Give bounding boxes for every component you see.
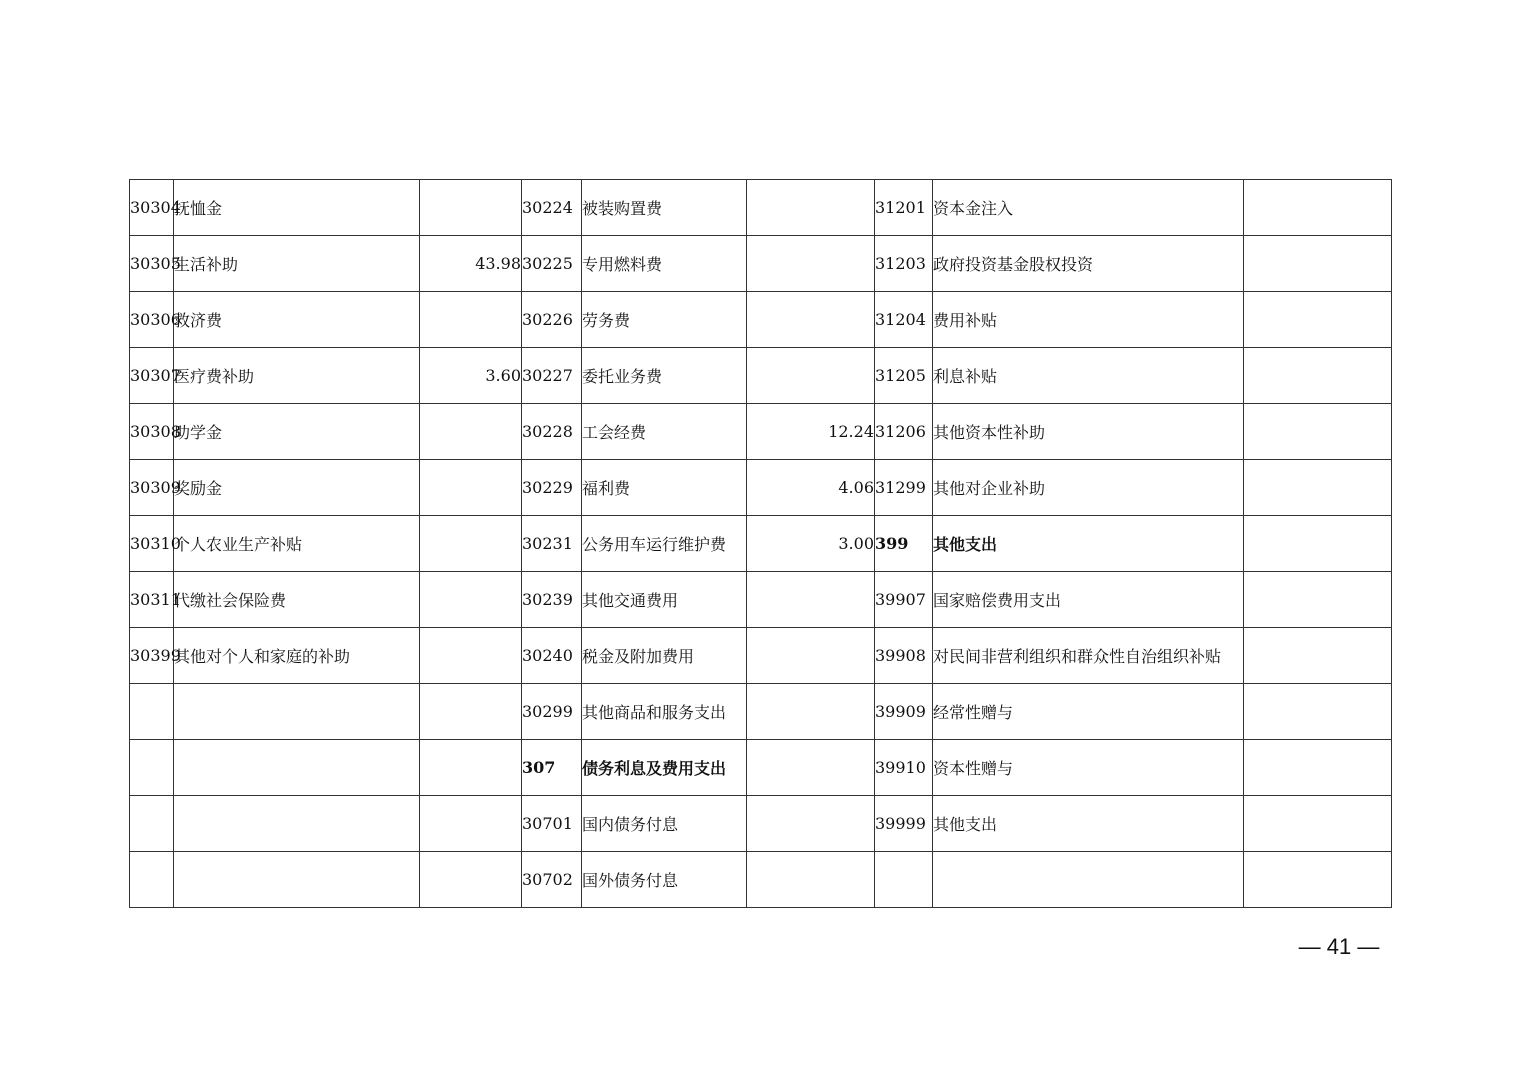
item-code-cell: 31204 — [875, 292, 933, 348]
amount-cell — [420, 180, 522, 236]
amount-cell — [1244, 404, 1392, 460]
amount-cell — [747, 236, 875, 292]
amount-cell — [1244, 852, 1392, 908]
item-code-cell: 399 — [875, 516, 933, 572]
amount-cell — [747, 684, 875, 740]
table-row — [130, 740, 1392, 796]
item-code-cell: 30239 — [522, 572, 582, 628]
amount-cell — [1244, 180, 1392, 236]
item-name-cell: 个人农业生产补贴 — [174, 516, 420, 572]
item-code-cell: 39908 — [875, 628, 933, 684]
item-name-cell — [933, 852, 1244, 908]
item-name-cell — [174, 740, 420, 796]
amount-cell — [1244, 796, 1392, 852]
item-code-cell: 30701 — [522, 796, 582, 852]
item-name-cell: 其他资本性补助 — [933, 404, 1244, 460]
item-name-cell: 国内债务付息 — [582, 796, 747, 852]
amount-cell — [420, 516, 522, 572]
amount-cell — [420, 796, 522, 852]
item-name-cell: 其他对个人和家庭的补助 — [174, 628, 420, 684]
item-code-cell: 30224 — [522, 180, 582, 236]
amount-cell — [420, 460, 522, 516]
item-code-cell: 30309 — [130, 460, 174, 516]
item-code-cell: 30225 — [522, 236, 582, 292]
table-row — [130, 236, 1392, 292]
amount-cell — [747, 348, 875, 404]
item-name-cell: 专用燃料费 — [582, 236, 747, 292]
item-name-cell: 资本金注入 — [933, 180, 1244, 236]
table-row — [130, 572, 1392, 628]
amount-cell — [1244, 628, 1392, 684]
table-row — [130, 180, 1392, 236]
item-name-cell: 抚恤金 — [174, 180, 420, 236]
item-name-cell: 资本性赠与 — [933, 740, 1244, 796]
amount-cell — [747, 572, 875, 628]
item-code-cell: 30229 — [522, 460, 582, 516]
amount-cell — [420, 684, 522, 740]
amount-cell — [1244, 516, 1392, 572]
item-name-cell: 医疗费补助 — [174, 348, 420, 404]
item-name-cell: 其他支出 — [933, 516, 1244, 572]
item-name-cell: 费用补贴 — [933, 292, 1244, 348]
amount-cell — [420, 404, 522, 460]
item-code-cell: 30307 — [130, 348, 174, 404]
item-name-cell: 公务用车运行维护费 — [582, 516, 747, 572]
table-row — [130, 516, 1392, 572]
item-name-cell: 生活补助 — [174, 236, 420, 292]
item-code-cell: 30228 — [522, 404, 582, 460]
amount-cell — [1244, 348, 1392, 404]
table-row — [130, 684, 1392, 740]
amount-cell — [420, 740, 522, 796]
item-name-cell: 劳务费 — [582, 292, 747, 348]
page-number: — 41 — — [1298, 934, 1380, 959]
item-code-cell: 39909 — [875, 684, 933, 740]
item-code-cell: 30231 — [522, 516, 582, 572]
item-name-cell: 代缴社会保险费 — [174, 572, 420, 628]
amount-cell: 4.06 — [747, 460, 875, 516]
item-name-cell — [174, 852, 420, 908]
item-code-cell: 30399 — [130, 628, 174, 684]
item-name-cell: 税金及附加费用 — [582, 628, 747, 684]
item-name-cell: 福利费 — [582, 460, 747, 516]
amount-cell — [1244, 572, 1392, 628]
budget-table — [129, 179, 1392, 908]
item-name-cell: 工会经费 — [582, 404, 747, 460]
amount-cell — [747, 628, 875, 684]
amount-cell — [420, 628, 522, 684]
item-code-cell: 31299 — [875, 460, 933, 516]
table-row — [130, 852, 1392, 908]
amount-cell — [1244, 740, 1392, 796]
amount-cell: 43.98 — [420, 236, 522, 292]
item-name-cell: 委托业务费 — [582, 348, 747, 404]
item-name-cell: 国外债务付息 — [582, 852, 747, 908]
item-name-cell: 其他支出 — [933, 796, 1244, 852]
item-code-cell: 30306 — [130, 292, 174, 348]
table-row — [130, 796, 1392, 852]
item-code-cell: 30240 — [522, 628, 582, 684]
amount-cell: 3.00 — [747, 516, 875, 572]
item-code-cell: 31206 — [875, 404, 933, 460]
item-name-cell: 利息补贴 — [933, 348, 1244, 404]
item-name-cell: 国家赔偿费用支出 — [933, 572, 1244, 628]
item-name-cell: 经常性赠与 — [933, 684, 1244, 740]
item-code-cell: 31201 — [875, 180, 933, 236]
item-code-cell — [130, 684, 174, 740]
item-code-cell — [875, 852, 933, 908]
item-name-cell — [174, 684, 420, 740]
item-name-cell: 其他商品和服务支出 — [582, 684, 747, 740]
item-name-cell: 其他交通费用 — [582, 572, 747, 628]
item-code-cell: 31205 — [875, 348, 933, 404]
amount-cell — [747, 852, 875, 908]
item-code-cell: 31203 — [875, 236, 933, 292]
amount-cell — [747, 292, 875, 348]
table-row — [130, 292, 1392, 348]
amount-cell: 12.24 — [747, 404, 875, 460]
amount-cell — [1244, 292, 1392, 348]
table-row — [130, 348, 1392, 404]
item-name-cell: 奖励金 — [174, 460, 420, 516]
item-name-cell: 助学金 — [174, 404, 420, 460]
item-code-cell: 30305 — [130, 236, 174, 292]
item-name-cell: 其他对企业补助 — [933, 460, 1244, 516]
amount-cell — [747, 740, 875, 796]
amount-cell — [1244, 460, 1392, 516]
item-code-cell — [130, 740, 174, 796]
item-code-cell — [130, 796, 174, 852]
amount-cell — [747, 180, 875, 236]
item-code-cell: 30310 — [130, 516, 174, 572]
item-code-cell — [130, 852, 174, 908]
item-name-cell: 债务利息及费用支出 — [582, 740, 747, 796]
table-row — [130, 404, 1392, 460]
item-code-cell: 39907 — [875, 572, 933, 628]
item-code-cell: 30299 — [522, 684, 582, 740]
item-code-cell: 30308 — [130, 404, 174, 460]
item-code-cell: 39999 — [875, 796, 933, 852]
amount-cell — [1244, 236, 1392, 292]
item-code-cell: 30702 — [522, 852, 582, 908]
item-name-cell: 被装购置费 — [582, 180, 747, 236]
amount-cell — [420, 852, 522, 908]
table-row — [130, 460, 1392, 516]
item-name-cell: 救济费 — [174, 292, 420, 348]
amount-cell — [1244, 684, 1392, 740]
item-code-cell: 30311 — [130, 572, 174, 628]
amount-cell: 3.60 — [420, 348, 522, 404]
item-code-cell: 307 — [522, 740, 582, 796]
item-code-cell: 39910 — [875, 740, 933, 796]
item-code-cell: 30226 — [522, 292, 582, 348]
item-code-cell: 30227 — [522, 348, 582, 404]
item-code-cell: 30304 — [130, 180, 174, 236]
item-name-cell: 政府投资基金股权投资 — [933, 236, 1244, 292]
item-name-cell — [174, 796, 420, 852]
table-row — [130, 628, 1392, 684]
amount-cell — [420, 572, 522, 628]
amount-cell — [747, 796, 875, 852]
item-name-cell: 对民间非营利组织和群众性自治组织补贴 — [933, 628, 1244, 684]
amount-cell — [420, 292, 522, 348]
